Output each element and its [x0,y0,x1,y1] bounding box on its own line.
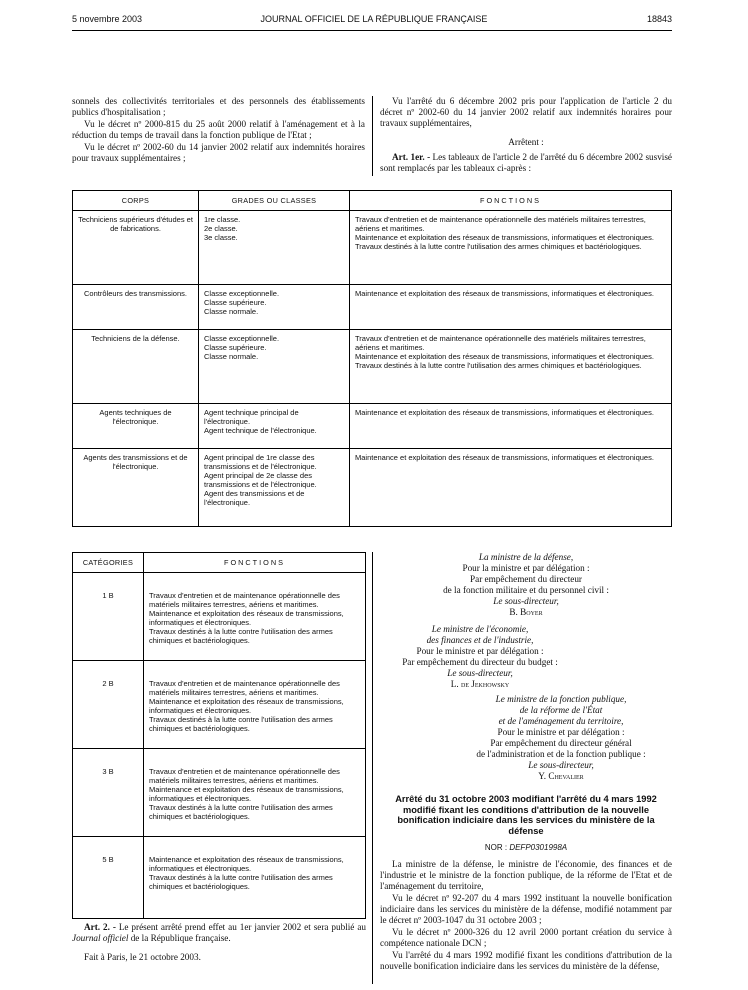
category-cell: 5 B [73,837,144,919]
signature-role: Le ministre de la fonction publique, [495,694,627,704]
fonction: Travaux d'entretien et de maintenance opérationnelle des matériels militaires terrestres, aériens et maritimes. [355,215,646,233]
grade: Agent technique principal de l'électronique. [204,408,299,426]
table-row [73,404,672,449]
arrete-title: Arrêté du 31 octobre 2003 modifiant l'arrêté du 4 mars 1992 modifié fixant les conditions d'attribution de la nouvelle bonification indiciaire dans les services du ministère de la défense [395,794,657,836]
paragraph: Vu le décret nº 2000-326 du 12 avril 2000 portant création du service à compétence nationale DCN ; [380,927,672,948]
column-divider [372,96,373,176]
signature-line: Pour la ministre et par délégation : [462,563,590,573]
fonction: Maintenance et exploitation des réseaux de transmissions, informatiques et électroniques. [149,855,344,873]
column-header: FONCTIONS [144,553,366,573]
corps-table [72,190,672,527]
grades-cell [199,211,350,285]
table-row [73,837,366,919]
column-header: CORPS [73,191,199,211]
arretent: Arrêtent : [508,137,544,147]
article-1-text: Les tableaux de l'article 2 de l'arrêté du 6 décembre 2002 susvisé sont remplacés par les tableaux ci-après : [380,152,672,173]
article-1-label: Art. 1er. - [392,152,431,162]
fonction: Maintenance et exploitation des réseaux de transmissions, informatiques et électroniques. [149,697,344,715]
paragraph: Vu le décret nº 2002-60 du 14 janvier 2002 relatif aux indemnités horaires pour travaux supplémentaires ; [72,142,365,163]
fonctions-cell [144,837,366,919]
corps-cell: Techniciens de la défense. [73,330,199,404]
signature-role: La ministre de la défense, [478,552,574,562]
top-left-column [72,96,365,165]
signature-title: Le sous-directeur, [493,596,559,606]
signature-role: des finances et de l'industrie, [426,635,534,645]
fonction: Travaux d'entretien et de maintenance opérationnelle des matériels militaires terrestres, aériens et maritimes. [149,591,340,609]
grades-cell [199,404,350,449]
category-cell: 1 B [73,573,144,661]
signature-role: et de l'aménagement du territoire, [498,716,624,726]
grade: Classe supérieure. [204,343,267,352]
table-row [73,661,366,749]
fonction: Travaux d'entretien et de maintenance opérationnelle des matériels militaires terrestres, aériens et maritimes. [149,679,340,697]
fonctions-cell [144,661,366,749]
signature-title: Le sous-directeur, [528,760,594,770]
paragraph: Vu l'arrêté du 4 mars 1992 modifié fixant les conditions d'attribution de la nouvelle bonification indiciaire dans les services du ministère de la défense, [380,950,672,971]
article-2-paragraph [72,922,366,944]
paragraph: Vu le décret nº 92-207 du 4 mars 1992 instituant la nouvelle bonification indiciaire dans les services du ministère de la défense, modifié notamment par le décret nº 2003-1047 du 31 octobre 2003 ; [380,893,672,925]
fonction: Travaux d'entretien et de maintenance opérationnelle des matériels militaires terrestres, aériens et maritimes. [355,334,646,352]
fonctions-cell [350,330,672,404]
arrete-31-octobre [380,794,672,973]
fonction: Travaux d'entretien et de maintenance opérationnelle des matériels militaires terrestres, aériens et maritimes. [149,767,340,785]
article-2-text: Le présent arrêté prend effet au 1er janvier 2002 et sera publié au [118,922,366,932]
fonction: Maintenance et exploitation des réseaux de transmissions, informatiques et électroniques. [355,233,654,242]
table-row [73,211,672,285]
grade: Classe normale. [204,307,259,316]
article-1 [380,152,672,174]
fonction: Maintenance et exploitation des réseaux de transmissions, informatiques et électroniques. [355,289,654,298]
grade: Classe normale. [204,352,259,361]
paragraph: sonnels des collectivités territoriales et des personnels des établissements publics d'hospitalisation ; [72,96,365,117]
category-cell: 3 B [73,749,144,837]
signature-name: L. de Jekhowsky [450,679,510,689]
top-right-column [380,96,672,175]
grade: Agent des transmissions et de l'électronique. [204,489,305,507]
grades-cell [199,285,350,330]
header-rule [72,30,672,31]
fonctions-cell [144,749,366,837]
corps-cell: Techniciens supérieurs d'études et de fabrications. [73,211,199,285]
grade: Classe exceptionnelle. [204,289,280,298]
fonction: Maintenance et exploitation des réseaux de transmissions, informatiques et électroniques. [355,408,654,417]
signature-line: de l'administration et de la fonction publique : [476,749,646,759]
fait-a-paris: Fait à Paris, le 21 octobre 2003. [84,952,201,962]
header-page-number: 18843 [646,14,672,24]
paragraph: Vu le décret nº 2000-815 du 25 août 2000 relatif à l'aménagement et à la réduction du temps de travail dans la fonction publique de l'Etat ; [72,119,365,140]
nor-line [380,842,672,853]
signature-line: Par empêchement du directeur du budget : [402,657,558,667]
signature-line: de la fonction militaire et du personnel civil : [443,585,609,595]
column-header: GRADES OU CLASSES [199,191,350,211]
fonction: Travaux destinés à la lutte contre l'utilisation des armes chimiques et bactériologiques. [355,242,642,251]
grades-cell [199,330,350,404]
fonction: Travaux destinés à la lutte contre l'utilisation des armes chimiques et bactériologiques. [149,803,333,821]
nor-value: DEFP0301998A [509,843,568,852]
nor-label: NOR : [484,843,508,852]
signature-line: Pour le ministre et par délégation : [416,646,544,656]
header-title: JOURNAL OFFICIEL DE LA RÉPUBLIQUE FRANÇAISE [260,14,488,24]
signature-fonction-publique [450,694,672,782]
fonctions-cell [350,285,672,330]
grade: 2e classe. [204,224,238,233]
fonction: Travaux destinés à la lutte contre l'utilisation des armes chimiques et bactériologiques. [355,361,642,370]
grade: Agent technique de l'électronique. [204,426,317,435]
fonction: Maintenance et exploitation des réseaux de transmissions, informatiques et électroniques. [355,352,654,361]
signature-defense [380,552,672,618]
paragraph: Vu l'arrêté du 6 décembre 2002 pris pour l'application de l'article 2 du décret nº 2002-60 du 14 janvier 2002 relatif aux indemnités horaires pour travaux supplémentaires, [380,96,672,128]
fonction: Travaux destinés à la lutte contre l'utilisation des armes chimiques et bactériologiques. [149,873,333,891]
signature-line: Pour le ministre et par délégation : [497,727,625,737]
grade: 3e classe. [204,233,238,242]
article-2-text-end: de la République française. [130,933,231,943]
categories-table [72,552,366,919]
column-divider [372,552,373,984]
grade: Agent principal de 2e classe des transmissions et de l'électronique. [204,471,317,489]
signature-line: Par empêchement du directeur [470,574,582,584]
article-2-label: Art. 2. - [84,922,116,932]
fonction: Maintenance et exploitation des réseaux de transmissions, informatiques et électroniques. [149,609,344,627]
paragraph: La ministre de la défense, le ministre de l'économie, des finances et de l'industrie et le ministre de la fonction publique, de la réforme de l'Etat et de l'aménagement du territoire, [380,859,672,891]
signature-name: B. Boyer [509,607,543,617]
fonctions-cell [350,211,672,285]
table-row [73,449,672,527]
column-header: CATÉGORIES [73,553,144,573]
fonctions-cell [350,449,672,527]
grade: Classe supérieure. [204,298,267,307]
table-header-row [73,191,672,211]
signature-role: Le ministre de l'économie, [431,624,529,634]
signature-role: de la réforme de l'État [519,705,603,715]
corps-cell: Contrôleurs des transmissions. [73,285,199,330]
table-row [73,285,672,330]
category-cell: 2 B [73,661,144,749]
fonctions-cell [350,404,672,449]
fonction: Maintenance et exploitation des réseaux de transmissions, informatiques et électroniques. [149,785,344,803]
fonctions-cell [144,573,366,661]
grade: Agent principal de 1re classe des transmissions et de l'électronique. [204,453,317,471]
signature-economie [380,624,580,690]
article-2 [72,922,366,964]
fonction: Travaux destinés à la lutte contre l'utilisation des armes chimiques et bactériologiques. [149,627,333,645]
signature-line: Par empêchement du directeur général [490,738,632,748]
table-row [73,330,672,404]
corps-cell: Agents des transmissions et de l'électronique. [73,449,199,527]
column-header: FONCTIONS [350,191,672,211]
corps-cell: Agents techniques de l'électronique. [73,404,199,449]
grade: Classe exceptionnelle. [204,334,280,343]
table-row [73,573,366,661]
signature-name: Y. Chevalier [538,771,584,781]
fonction: Maintenance et exploitation des réseaux de transmissions, informatiques et électroniques. [355,453,654,462]
grade: 1re classe. [204,215,241,224]
grades-cell [199,449,350,527]
signature-title: Le sous-directeur, [447,668,513,678]
journal-officiel: Journal officiel [72,933,129,943]
table-header-row [73,553,366,573]
table-row [73,749,366,837]
fonction: Travaux destinés à la lutte contre l'utilisation des armes chimiques et bactériologiques. [149,715,333,733]
header-date: 5 novembre 2003 [72,14,143,24]
